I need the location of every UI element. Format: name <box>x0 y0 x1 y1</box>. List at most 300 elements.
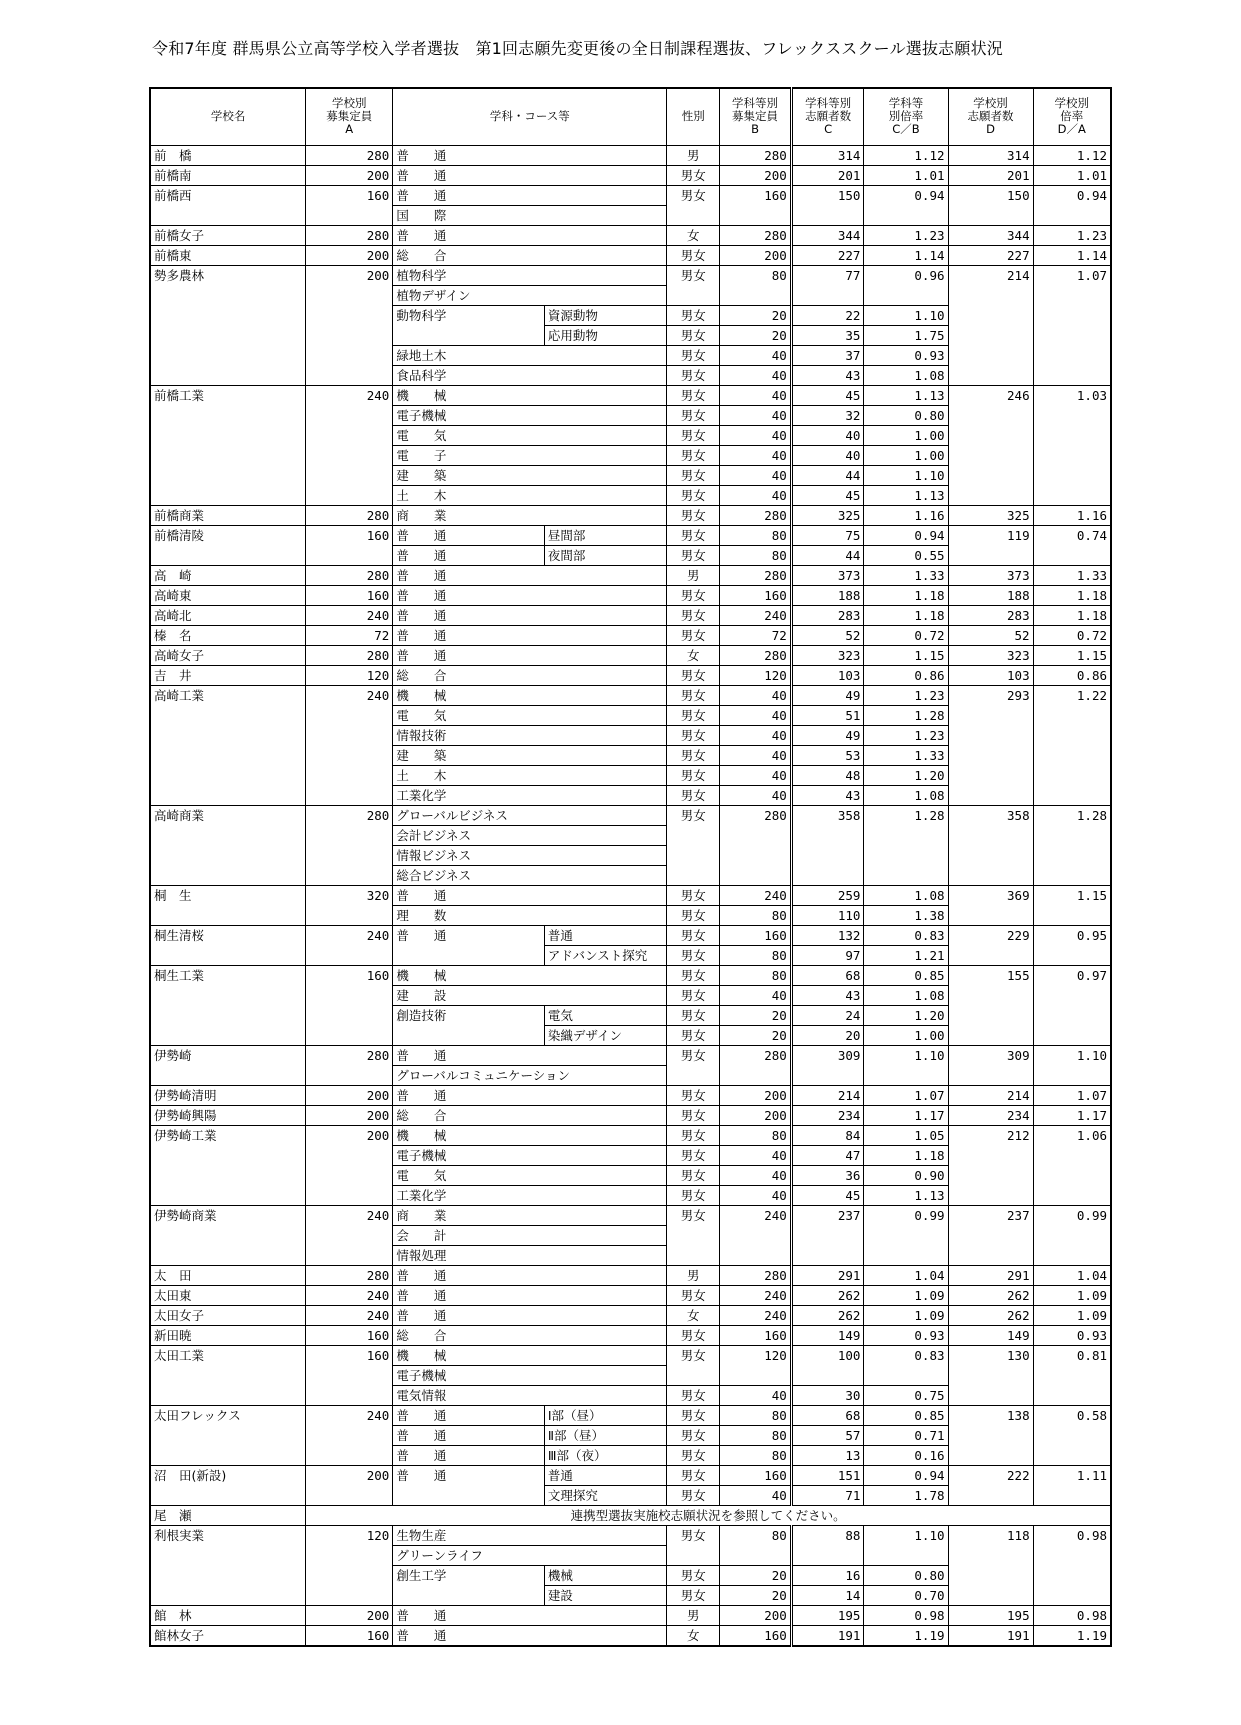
cell-school-ratio <box>1033 705 1111 725</box>
cell-school-applicants <box>948 1225 1033 1245</box>
cell-capacity: 280 <box>306 805 393 825</box>
cell-dept-capacity: 20 <box>720 1565 792 1585</box>
cell-course: 電 気 <box>393 705 667 725</box>
cell-school-applicants <box>948 985 1033 1005</box>
cell-dept-applicants <box>791 205 864 225</box>
table-row <box>150 525 1111 545</box>
cell-school-applicants: 119 <box>948 525 1033 545</box>
cell-gender: 女 <box>667 225 720 245</box>
cell-school-applicants: 314 <box>948 145 1033 165</box>
cell-capacity <box>306 205 393 225</box>
cell-school-applicants: 130 <box>948 1345 1033 1365</box>
cell-course <box>393 1485 545 1505</box>
cell-gender: 男女 <box>667 705 720 725</box>
cell-dept-applicants: 40 <box>791 445 864 465</box>
cell-dept-applicants: 40 <box>791 425 864 445</box>
cell-course: 普 通 <box>393 1085 667 1105</box>
cell-course: グリーンライフ <box>393 1545 667 1565</box>
cell-school-ratio <box>1033 1025 1111 1045</box>
cell-school-applicants <box>948 1025 1033 1045</box>
cell-dept-capacity: 80 <box>720 1525 792 1545</box>
cell-school-ratio: 1.17 <box>1033 1105 1111 1125</box>
cell-school-ratio: 1.10 <box>1033 1045 1111 1065</box>
cell-capacity <box>306 305 393 325</box>
cell-subcourse: 夜間部 <box>544 545 666 565</box>
cell-dept-capacity: 200 <box>720 245 792 265</box>
cell-course: 普 通 <box>393 525 545 545</box>
cell-dept-capacity: 240 <box>720 885 792 905</box>
cell-gender <box>667 1545 720 1565</box>
cell-dept-capacity: 40 <box>720 465 792 485</box>
cell-course: 電 気 <box>393 425 667 445</box>
cell-dept-ratio: 1.14 <box>864 245 948 265</box>
cell-dept-ratio: 1.15 <box>864 645 948 665</box>
cell-school-applicants: 325 <box>948 505 1033 525</box>
cell-capacity: 200 <box>306 1125 393 1145</box>
cell-gender <box>667 1065 720 1085</box>
cell-dept-ratio: 1.08 <box>864 985 948 1005</box>
cell-school-applicants <box>948 465 1033 485</box>
table-row <box>150 465 1111 485</box>
cell-course: 電子機械 <box>393 1365 667 1385</box>
cell-school: 高 崎 <box>150 565 306 585</box>
cell-school: 前橋西 <box>150 185 306 205</box>
cell-school-ratio: 1.18 <box>1033 605 1111 625</box>
cell-school <box>150 545 306 565</box>
cell-school: 前橋東 <box>150 245 306 265</box>
table-row <box>150 305 1111 325</box>
cell-dept-ratio <box>864 1245 948 1265</box>
cell-school: 高崎商業 <box>150 805 306 825</box>
cell-course: 情報ビジネス <box>393 845 667 865</box>
table-row <box>150 885 1111 905</box>
cell-dept-capacity: 240 <box>720 605 792 625</box>
cell-dept-applicants <box>791 1225 864 1245</box>
cell-dept-applicants: 68 <box>791 965 864 985</box>
cell-dept-applicants: 48 <box>791 765 864 785</box>
cell-school <box>150 485 306 505</box>
cell-school-applicants <box>948 305 1033 325</box>
cell-school-applicants <box>948 1005 1033 1025</box>
cell-dept-ratio: 1.17 <box>864 1105 948 1125</box>
cell-dept-applicants: 191 <box>791 1625 864 1646</box>
cell-dept-ratio: 1.10 <box>864 465 948 485</box>
table-row <box>150 225 1111 245</box>
cell-dept-applicants: 24 <box>791 1005 864 1025</box>
cell-school-ratio <box>1033 465 1111 485</box>
table-row <box>150 1265 1111 1285</box>
cell-capacity <box>306 765 393 785</box>
cell-dept-ratio: 1.09 <box>864 1285 948 1305</box>
cell-capacity <box>306 465 393 485</box>
cell-dept-applicants: 37 <box>791 345 864 365</box>
cell-dept-applicants: 68 <box>791 1405 864 1425</box>
cell-dept-capacity: 20 <box>720 1585 792 1605</box>
cell-course: 総 合 <box>393 1325 667 1345</box>
cell-capacity <box>306 1565 393 1585</box>
cell-school: 太田工業 <box>150 1345 306 1365</box>
cell-capacity <box>306 1425 393 1445</box>
table-row <box>150 325 1111 345</box>
cell-dept-applicants: 100 <box>791 1345 864 1365</box>
table-row <box>150 705 1111 725</box>
cell-school <box>150 1065 306 1085</box>
cell-school-ratio: 0.72 <box>1033 625 1111 645</box>
table-row <box>150 645 1111 665</box>
cell-school-ratio: 0.86 <box>1033 665 1111 685</box>
cell-subcourse: 普通 <box>544 1465 666 1485</box>
cell-school-applicants <box>948 1545 1033 1565</box>
cell-course: 総 合 <box>393 665 667 685</box>
cell-dept-capacity: 40 <box>720 1165 792 1185</box>
table-row <box>150 985 1111 1005</box>
cell-school-applicants <box>948 1145 1033 1165</box>
cell-capacity <box>306 825 393 845</box>
cell-subcourse: 普通 <box>544 925 666 945</box>
cell-capacity <box>306 425 393 445</box>
cell-dept-capacity: 200 <box>720 165 792 185</box>
cell-course: 電気情報 <box>393 1385 667 1405</box>
cell-school <box>150 785 306 805</box>
cell-dept-capacity: 160 <box>720 925 792 945</box>
cell-course <box>393 1585 545 1605</box>
cell-school: 高崎女子 <box>150 645 306 665</box>
cell-dept-capacity: 40 <box>720 485 792 505</box>
table-row <box>150 785 1111 805</box>
cell-dept-capacity: 280 <box>720 505 792 525</box>
cell-dept-ratio: 1.13 <box>864 385 948 405</box>
cell-dept-ratio: 1.08 <box>864 365 948 385</box>
cell-school-applicants: 52 <box>948 625 1033 645</box>
cell-dept-capacity: 160 <box>720 1465 792 1485</box>
cell-course: 普 通 <box>393 225 667 245</box>
cell-school <box>150 305 306 325</box>
cell-dept-applicants: 22 <box>791 305 864 325</box>
cell-school-ratio: 1.19 <box>1033 1625 1111 1646</box>
cell-dept-ratio: 0.94 <box>864 1465 948 1485</box>
cell-gender: 男 <box>667 145 720 165</box>
cell-course: 普 通 <box>393 165 667 185</box>
cell-dept-capacity: 80 <box>720 965 792 985</box>
cell-school-ratio <box>1033 845 1111 865</box>
cell-capacity: 200 <box>306 265 393 285</box>
cell-school: 前橋商業 <box>150 505 306 525</box>
cell-gender: 男女 <box>667 1145 720 1165</box>
cell-course: 建 築 <box>393 465 667 485</box>
table-row <box>150 205 1111 225</box>
cell-dept-applicants <box>791 865 864 885</box>
cell-dept-ratio <box>864 205 948 225</box>
cell-school <box>150 345 306 365</box>
cell-dept-ratio: 1.18 <box>864 605 948 625</box>
cell-course <box>393 325 545 345</box>
cell-dept-capacity: 40 <box>720 365 792 385</box>
cell-school-ratio <box>1033 345 1111 365</box>
cell-school: 太田東 <box>150 1285 306 1305</box>
cell-gender: 男 <box>667 1605 720 1625</box>
cell-school-ratio: 1.03 <box>1033 385 1111 405</box>
cell-course: 普 通 <box>393 565 667 585</box>
cell-gender: 男女 <box>667 385 720 405</box>
table-row <box>150 1145 1111 1165</box>
cell-dept-ratio: 0.70 <box>864 1585 948 1605</box>
cell-dept-capacity <box>720 1225 792 1245</box>
cell-course: 電 子 <box>393 445 667 465</box>
header-capacity: 学校別 募集定員 A <box>306 88 393 145</box>
cell-dept-ratio: 0.96 <box>864 265 948 285</box>
cell-school-ratio: 1.18 <box>1033 585 1111 605</box>
cell-dept-capacity: 40 <box>720 1485 792 1505</box>
cell-dept-ratio: 1.75 <box>864 325 948 345</box>
cell-school-ratio: 1.15 <box>1033 645 1111 665</box>
cell-course: 機 械 <box>393 1125 667 1145</box>
cell-dept-ratio: 0.93 <box>864 1325 948 1345</box>
cell-school-applicants <box>948 445 1033 465</box>
cell-school-applicants <box>948 405 1033 425</box>
cell-dept-applicants: 358 <box>791 805 864 825</box>
cell-dept-ratio: 1.04 <box>864 1265 948 1285</box>
cell-school <box>150 865 306 885</box>
cell-dept-applicants: 45 <box>791 1185 864 1205</box>
cell-school: 高崎東 <box>150 585 306 605</box>
cell-school: 館 林 <box>150 1605 306 1625</box>
cell-dept-applicants: 103 <box>791 665 864 685</box>
header-dept-capacity: 学科等別 募集定員 B <box>720 88 792 145</box>
table-row <box>150 1425 1111 1445</box>
cell-school-applicants: 188 <box>948 585 1033 605</box>
cell-subcourse: Ⅲ部（夜） <box>544 1445 666 1465</box>
cell-school-ratio: 0.95 <box>1033 925 1111 945</box>
cell-school <box>150 1245 306 1265</box>
cell-capacity: 280 <box>306 1265 393 1285</box>
cell-school-ratio: 0.98 <box>1033 1605 1111 1625</box>
cell-school: 館林女子 <box>150 1625 306 1646</box>
table-row <box>150 1505 1111 1525</box>
cell-school: 高崎工業 <box>150 685 306 705</box>
cell-school-applicants: 234 <box>948 1105 1033 1125</box>
cell-dept-capacity: 80 <box>720 1425 792 1445</box>
cell-capacity: 72 <box>306 625 393 645</box>
table-row <box>150 1405 1111 1425</box>
cell-capacity: 160 <box>306 525 393 545</box>
cell-gender: 男女 <box>667 525 720 545</box>
cell-school <box>150 1485 306 1505</box>
cell-dept-ratio: 1.12 <box>864 145 948 165</box>
cell-school <box>150 1145 306 1165</box>
cell-dept-capacity: 280 <box>720 645 792 665</box>
cell-school: 吉 井 <box>150 665 306 685</box>
header-dept-applicants: 学科等別 志願者数 C <box>791 88 864 145</box>
cell-dept-capacity: 80 <box>720 1125 792 1145</box>
cell-course <box>393 945 545 965</box>
cell-gender: 男女 <box>667 625 720 645</box>
cell-school-ratio <box>1033 325 1111 345</box>
cell-gender: 男女 <box>667 1345 720 1365</box>
cell-dept-ratio: 0.55 <box>864 545 948 565</box>
table-row <box>150 905 1111 925</box>
cell-dept-applicants: 259 <box>791 885 864 905</box>
cell-capacity: 240 <box>306 605 393 625</box>
cell-gender: 男女 <box>667 765 720 785</box>
cell-school-ratio <box>1033 1145 1111 1165</box>
header-school: 学校名 <box>150 88 306 145</box>
cell-capacity <box>306 485 393 505</box>
cell-dept-capacity: 40 <box>720 1385 792 1405</box>
table-row <box>150 1365 1111 1385</box>
cell-school-applicants <box>948 945 1033 965</box>
cell-gender: 男女 <box>667 345 720 365</box>
cell-dept-capacity: 200 <box>720 1085 792 1105</box>
cell-dept-capacity: 40 <box>720 985 792 1005</box>
cell-capacity: 120 <box>306 1525 393 1545</box>
cell-school: 伊勢崎工業 <box>150 1125 306 1145</box>
cell-dept-applicants: 51 <box>791 705 864 725</box>
cell-school-ratio: 1.16 <box>1033 505 1111 525</box>
cell-school-applicants: 358 <box>948 805 1033 825</box>
cell-school-ratio: 1.15 <box>1033 885 1111 905</box>
cell-school <box>150 1385 306 1405</box>
cell-capacity: 160 <box>306 185 393 205</box>
cell-course: 創生工学 <box>393 1565 545 1585</box>
cell-school-applicants: 262 <box>948 1285 1033 1305</box>
cell-school-applicants <box>948 1385 1033 1405</box>
cell-gender: 男女 <box>667 605 720 625</box>
cell-school-ratio: 1.01 <box>1033 165 1111 185</box>
cell-dept-capacity: 20 <box>720 325 792 345</box>
cell-dept-ratio <box>864 1065 948 1085</box>
table-row <box>150 865 1111 885</box>
cell-school-ratio: 0.94 <box>1033 185 1111 205</box>
cell-capacity: 160 <box>306 1625 393 1646</box>
cell-dept-ratio: 1.08 <box>864 885 948 905</box>
cell-school-applicants: 103 <box>948 665 1033 685</box>
cell-school-applicants: 195 <box>948 1605 1033 1625</box>
cell-capacity <box>306 1585 393 1605</box>
cell-gender: 男女 <box>667 1025 720 1045</box>
table-body <box>150 145 1111 1646</box>
cell-gender: 男女 <box>667 1045 720 1065</box>
cell-dept-capacity: 40 <box>720 385 792 405</box>
cell-capacity <box>306 445 393 465</box>
cell-capacity: 240 <box>306 1305 393 1325</box>
table-row <box>150 1205 1111 1225</box>
cell-dept-applicants: 97 <box>791 945 864 965</box>
cell-dept-applicants: 234 <box>791 1105 864 1125</box>
cell-course: 普 通 <box>393 1045 667 1065</box>
cell-school-applicants <box>948 1565 1033 1585</box>
cell-subcourse: Ⅰ部（昼） <box>544 1405 666 1425</box>
cell-capacity <box>306 1185 393 1205</box>
table-row <box>150 1485 1111 1505</box>
table-row <box>150 665 1111 685</box>
cell-school-ratio <box>1033 365 1111 385</box>
cell-dept-applicants: 49 <box>791 725 864 745</box>
table-row <box>150 265 1111 285</box>
cell-gender <box>667 825 720 845</box>
cell-school-ratio: 1.11 <box>1033 1465 1111 1485</box>
cell-dept-ratio: 0.90 <box>864 1165 948 1185</box>
cell-dept-ratio: 1.01 <box>864 165 948 185</box>
cell-school-applicants <box>948 485 1033 505</box>
cell-school-ratio: 0.81 <box>1033 1345 1111 1365</box>
cell-gender: 男 <box>667 565 720 585</box>
cell-school: 桐 生 <box>150 885 306 905</box>
cell-dept-applicants: 195 <box>791 1605 864 1625</box>
cell-course: 動物科学 <box>393 305 545 325</box>
cell-school-ratio <box>1033 1165 1111 1185</box>
cell-dept-capacity <box>720 825 792 845</box>
table-row <box>150 485 1111 505</box>
cell-gender: 男女 <box>667 785 720 805</box>
cell-school-applicants <box>948 1485 1033 1505</box>
cell-capacity <box>306 1005 393 1025</box>
table-row <box>150 405 1111 425</box>
cell-dept-capacity: 160 <box>720 185 792 205</box>
cell-capacity: 240 <box>306 1205 393 1225</box>
cell-school-applicants <box>948 345 1033 365</box>
cell-capacity: 200 <box>306 1085 393 1105</box>
cell-gender: 男女 <box>667 245 720 265</box>
cell-dept-ratio: 0.85 <box>864 965 948 985</box>
cell-gender: 男女 <box>667 1125 720 1145</box>
cell-dept-capacity <box>720 1365 792 1385</box>
cell-dept-capacity: 40 <box>720 705 792 725</box>
cell-dept-applicants: 188 <box>791 585 864 605</box>
cell-dept-ratio: 1.23 <box>864 225 948 245</box>
cell-school-ratio <box>1033 1445 1111 1465</box>
cell-capacity: 240 <box>306 685 393 705</box>
table-row <box>150 1445 1111 1465</box>
cell-dept-ratio: 1.00 <box>864 425 948 445</box>
cell-school-ratio <box>1033 765 1111 785</box>
cell-school-ratio <box>1033 1485 1111 1505</box>
cell-school-applicants: 323 <box>948 645 1033 665</box>
cell-school-ratio <box>1033 1365 1111 1385</box>
cell-dept-capacity: 200 <box>720 1105 792 1125</box>
cell-dept-ratio: 1.33 <box>864 745 948 765</box>
cell-gender: 男女 <box>667 485 720 505</box>
cell-dept-applicants: 36 <box>791 1165 864 1185</box>
header-school-ratio: 学校別 倍率 D／A <box>1033 88 1111 145</box>
cell-course: 普 通 <box>393 1305 667 1325</box>
cell-school-ratio <box>1033 445 1111 465</box>
cell-capacity <box>306 1025 393 1045</box>
cell-school: 勢多農林 <box>150 265 306 285</box>
cell-dept-applicants: 291 <box>791 1265 864 1285</box>
cell-school-applicants: 344 <box>948 225 1033 245</box>
cell-dept-ratio: 0.75 <box>864 1385 948 1405</box>
cell-school-ratio <box>1033 1005 1111 1025</box>
cell-dept-ratio: 1.09 <box>864 1305 948 1325</box>
table-row <box>150 1005 1111 1025</box>
cell-school: 桐生工業 <box>150 965 306 985</box>
cell-school-applicants <box>948 1165 1033 1185</box>
cell-dept-applicants <box>791 1065 864 1085</box>
cell-dept-applicants: 323 <box>791 645 864 665</box>
cell-dept-applicants: 32 <box>791 405 864 425</box>
cell-course: 建 築 <box>393 745 667 765</box>
cell-gender: 男女 <box>667 1585 720 1605</box>
cell-school-ratio <box>1033 725 1111 745</box>
cell-school-applicants: 246 <box>948 385 1033 405</box>
cell-dept-ratio: 0.99 <box>864 1205 948 1225</box>
cell-dept-ratio: 1.33 <box>864 565 948 585</box>
cell-school-ratio: 1.28 <box>1033 805 1111 825</box>
cell-dept-capacity: 160 <box>720 585 792 605</box>
cell-capacity <box>306 1065 393 1085</box>
cell-dept-capacity: 40 <box>720 745 792 765</box>
cell-school <box>150 765 306 785</box>
